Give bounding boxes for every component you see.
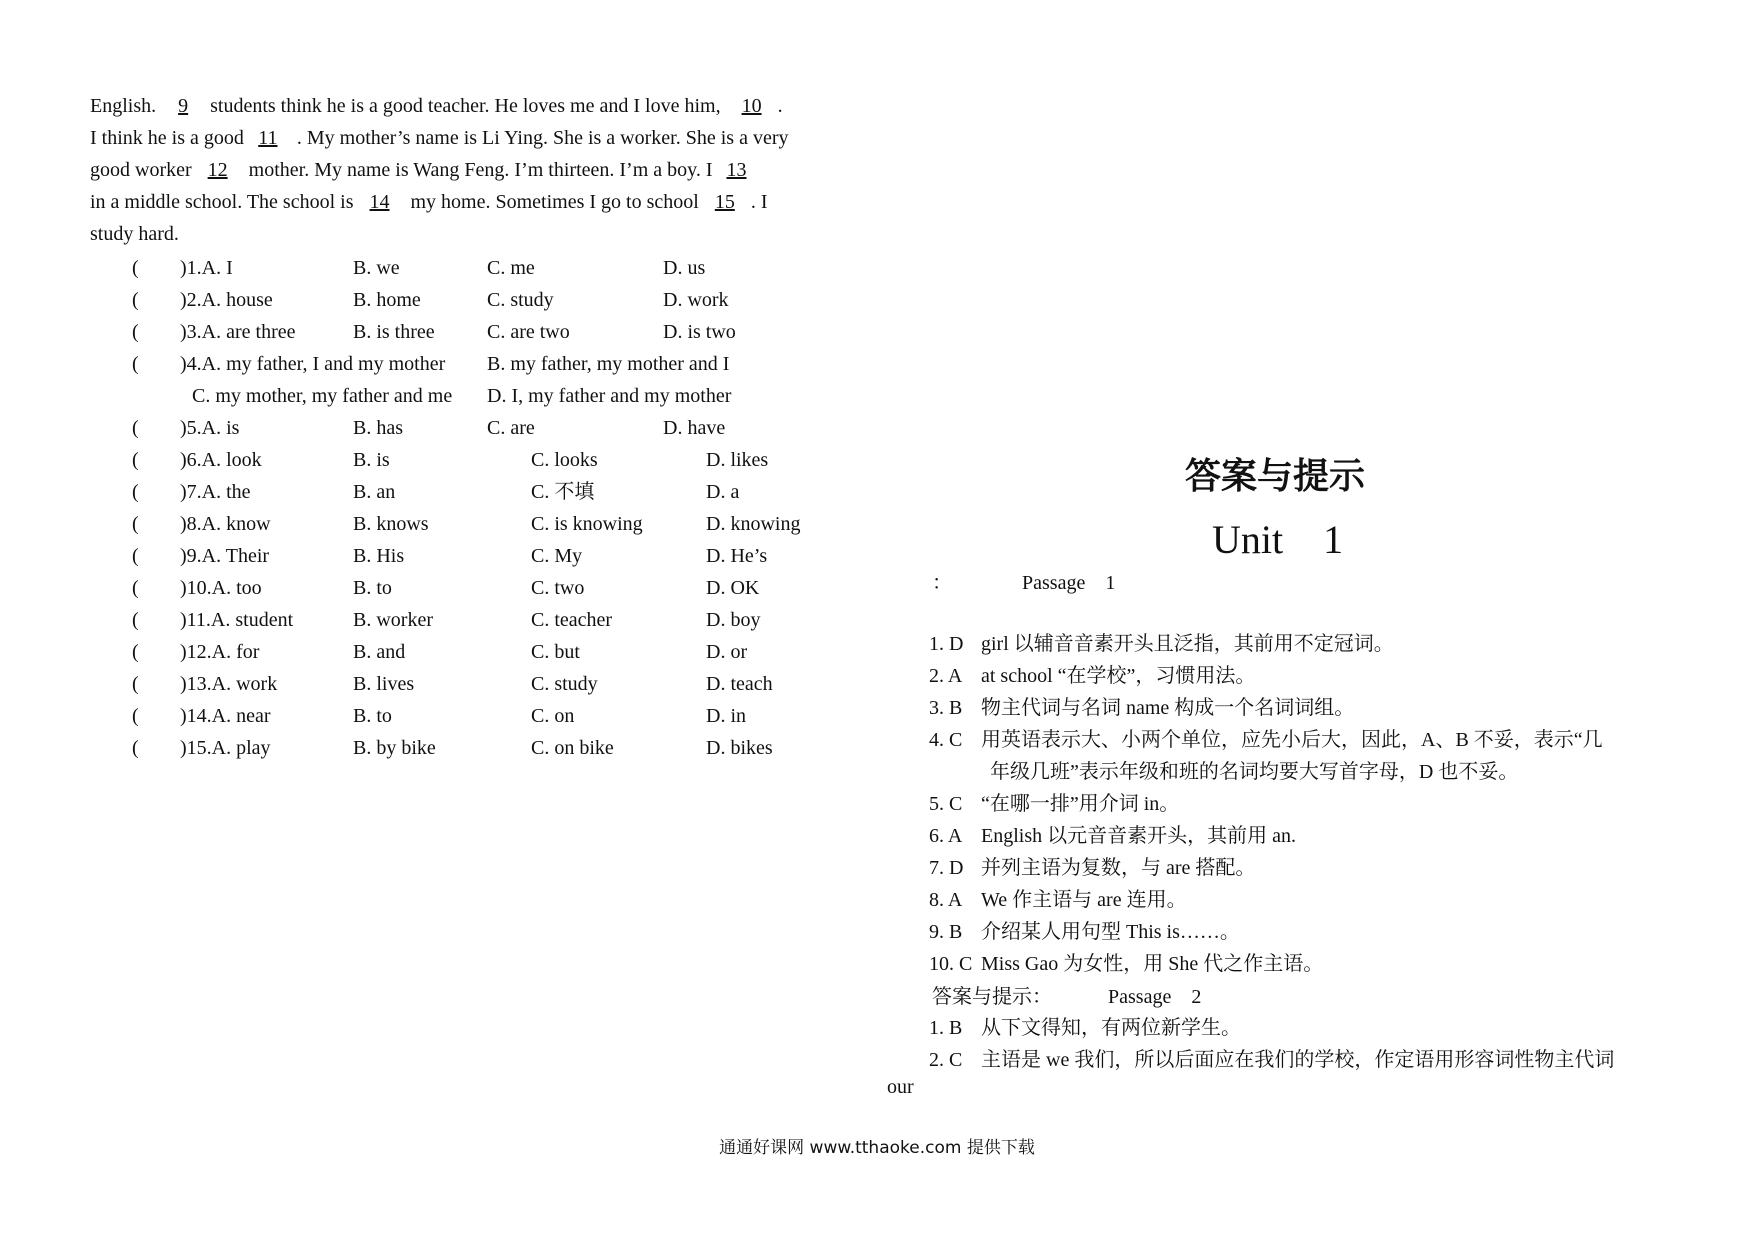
blank-14: 14 <box>369 191 390 213</box>
question-stem-option-a: )7.A. the <box>180 481 251 503</box>
passage1-label: Passage 1 <box>1022 572 1116 594</box>
option-c: C. looks <box>531 449 598 471</box>
question-stem-option-a: )13.A. work <box>180 673 278 695</box>
passage-text: students think he is a good teacher. He loves me and I love him, <box>205 95 726 117</box>
option-d: D. teach <box>706 673 773 695</box>
option-c: C. on bike <box>531 737 614 759</box>
option-d: D. I, my father and my mother <box>487 385 732 407</box>
passage-line <box>90 90 830 122</box>
answer-number: 3. B <box>929 697 963 719</box>
option-c: C. two <box>531 577 585 599</box>
answer-number: 9. B <box>929 921 963 943</box>
passage-line <box>90 122 830 154</box>
option-b: B. an <box>353 481 396 503</box>
option-c: C. are two <box>487 321 570 343</box>
blank-13: 13 <box>726 159 747 181</box>
option-c: C. on <box>531 705 575 727</box>
question-stem-option-a: )8.A. know <box>180 513 271 535</box>
answer-item <box>929 820 1629 852</box>
option-b: B. knows <box>353 513 429 535</box>
passage-line <box>90 154 830 186</box>
option-d: D. likes <box>706 449 769 471</box>
answer-paren: ( <box>132 481 139 503</box>
option-c: C. study <box>487 289 554 311</box>
answer-paren: ( <box>132 577 139 599</box>
answer-paren: ( <box>132 641 139 663</box>
option-b: B. and <box>353 641 406 663</box>
option-c: C. but <box>531 641 580 663</box>
answer-paren: ( <box>132 289 139 311</box>
answer-explanation: girl 以辅音音素开头且泛指，其前用不定冠词。 <box>981 633 1394 655</box>
answer-item <box>929 788 1629 820</box>
question-stem-option-a: )11.A. student <box>180 609 294 631</box>
question-stem-option-a: )6.A. look <box>180 449 262 471</box>
answer-explanation: “在哪一排”用介词 in。 <box>981 793 1180 815</box>
option-d: D. in <box>706 705 746 727</box>
option-c: C. 不填 <box>531 481 595 503</box>
blank-9: 9 <box>178 95 189 117</box>
blank-11: 11 <box>258 127 278 149</box>
answer-item <box>929 628 1629 660</box>
option-b: B. is three <box>353 321 435 343</box>
answer-paren: ( <box>132 417 139 439</box>
answer-item <box>929 916 1629 948</box>
answer-number: 8. A <box>929 889 963 911</box>
cloze-passage <box>90 90 830 250</box>
answer-paren: ( <box>132 449 139 471</box>
question-stem-option-a: )12.A. for <box>180 641 260 663</box>
answer-item <box>929 692 1629 724</box>
answer-explanation: English 以元音音素开头，其前用 an. <box>981 825 1296 847</box>
passage-text: mother. My name is Wang Feng. I’m thirteen. I’m a boy. I <box>243 159 718 181</box>
answer-number: 2. C <box>929 1049 963 1071</box>
option-d: D. boy <box>706 609 761 631</box>
passage1-colon: ： <box>932 572 952 594</box>
option-b: B. has <box>353 417 403 439</box>
passage-text: . My mother’s name is Li Ying. She is a worker. She is a very <box>291 127 789 149</box>
option-c: C. teacher <box>531 609 613 631</box>
answer-item <box>929 884 1629 916</box>
passage2-prefix: 答案与提示： <box>932 986 1052 1008</box>
answer-explanation: at school “在学校”，习惯用法。 <box>981 665 1256 687</box>
answer-number: 10. C <box>929 953 973 975</box>
question-stem-option-a: )14.A. near <box>180 705 271 727</box>
passage-text: good worker <box>90 159 192 181</box>
answer-number: 7. D <box>929 857 964 879</box>
option-b: B. to <box>353 705 392 727</box>
answer-item <box>929 948 1629 980</box>
answer-paren: ( <box>132 737 139 759</box>
answer-number: 4. C <box>929 729 963 751</box>
option-b: B. my father, my mother and I <box>487 353 730 375</box>
option-b: B. is <box>353 449 390 471</box>
answer-explanation: We 作主语与 are 连用。 <box>981 889 1187 911</box>
answer-item <box>929 1044 1629 1076</box>
option-d: D. a <box>706 481 740 503</box>
question-stem-option-a: )9.A. Their <box>180 545 270 567</box>
answer-paren: ( <box>132 545 139 567</box>
passage-text: . I <box>750 191 768 213</box>
answer-number: 6. A <box>929 825 963 847</box>
answer-paren: ( <box>132 673 139 695</box>
passage2-label: Passage 2 <box>1108 986 1202 1008</box>
option-c: C. is knowing <box>531 513 643 535</box>
answer-paren: ( <box>132 609 139 631</box>
option-b: B. by bike <box>353 737 436 759</box>
answer-explanation: 介绍某人用句型 This is……。 <box>981 921 1240 943</box>
question-stem-option-a: )10.A. too <box>180 577 262 599</box>
option-c: C. me <box>487 257 535 279</box>
option-d: D. or <box>706 641 748 663</box>
answer-number: 1. B <box>929 1017 963 1039</box>
answer-number: 1. D <box>929 633 964 655</box>
question-stem-option-a: )2.A. house <box>180 289 273 311</box>
answers-title: 答案与提示 <box>1185 456 1366 497</box>
option-d: D. OK <box>706 577 760 599</box>
option-c: C. My <box>531 545 583 567</box>
question-stem-option-a: )1.A. I <box>180 257 233 279</box>
option-b: B. His <box>353 545 405 567</box>
option-d: D. is two <box>663 321 736 343</box>
answer-paren: ( <box>132 513 139 535</box>
question-stem-option-a: )5.A. is <box>180 417 240 439</box>
question-stem-option-a: )4.A. my father, I and my mother <box>180 353 446 375</box>
option-b: B. home <box>353 289 421 311</box>
option-d: D. He’s <box>706 545 768 567</box>
answer-item <box>929 724 1629 756</box>
unit-title: Unit 1 <box>1212 517 1344 562</box>
passage-text: . <box>777 95 783 117</box>
option-d: D. bikes <box>706 737 773 759</box>
answer-explanation: 从下文得知，有两位新学生。 <box>981 1017 1241 1039</box>
option-b: B. to <box>353 577 392 599</box>
passage-text: I think he is a good <box>90 127 244 149</box>
answer-explanation: 主语是 we 我们，所以后面应在我们的学校，作定语用形容词性物主代词 <box>981 1049 1615 1071</box>
blank-15: 15 <box>714 191 735 213</box>
option-c: C. are <box>487 417 535 439</box>
blank-10: 10 <box>741 95 762 117</box>
blank-12: 12 <box>207 159 228 181</box>
option-d: D. us <box>663 257 706 279</box>
option-d: D. knowing <box>706 513 801 535</box>
answer-explanation: 物主代词与名词 name 构成一个名词词组。 <box>981 697 1355 719</box>
answer-explanation: Miss Gao 为女性，用 She 代之作主语。 <box>981 953 1324 975</box>
footer-credit: 通通好课网 www.tthaoke.com 提供下载 <box>719 1138 1035 1158</box>
option-d: D. work <box>663 289 729 311</box>
passage-line <box>90 186 830 218</box>
option-b: B. lives <box>353 673 415 695</box>
answer-4-continuation: 年级几班”表示年级和班的名词均要大写首字母，D 也不妥。 <box>990 761 1519 783</box>
answer-paren: ( <box>132 705 139 727</box>
answer-item <box>929 852 1629 884</box>
answer-item <box>929 660 1629 692</box>
answer-2-2-continuation: our <box>887 1076 914 1098</box>
answer-paren: ( <box>132 321 139 343</box>
passage-line: study hard. <box>90 223 179 245</box>
answer-paren: ( <box>132 257 139 279</box>
answer-paren: ( <box>132 353 139 375</box>
answer-item <box>929 1012 1629 1044</box>
answer-number: 5. C <box>929 793 963 815</box>
option-c: C. study <box>531 673 598 695</box>
passage-text: my home. Sometimes I go to school <box>405 191 699 213</box>
answer-number: 2. A <box>929 665 963 687</box>
option-c: C. my mother, my father and me <box>192 385 453 407</box>
passage-text: English. <box>90 95 162 117</box>
answer-explanation: 并列主语为复数，与 are 搭配。 <box>981 857 1256 879</box>
passage-text: in a middle school. The school is <box>90 191 354 213</box>
option-d: D. have <box>663 417 726 439</box>
option-b: B. we <box>353 257 400 279</box>
question-stem-option-a: )3.A. are three <box>180 321 296 343</box>
answer-explanation: 用英语表示大、小两个单位，应先小后大，因此，A、B 不妥，表示“几 <box>981 729 1603 751</box>
question-stem-option-a: )15.A. play <box>180 737 271 759</box>
option-b: B. worker <box>353 609 433 631</box>
